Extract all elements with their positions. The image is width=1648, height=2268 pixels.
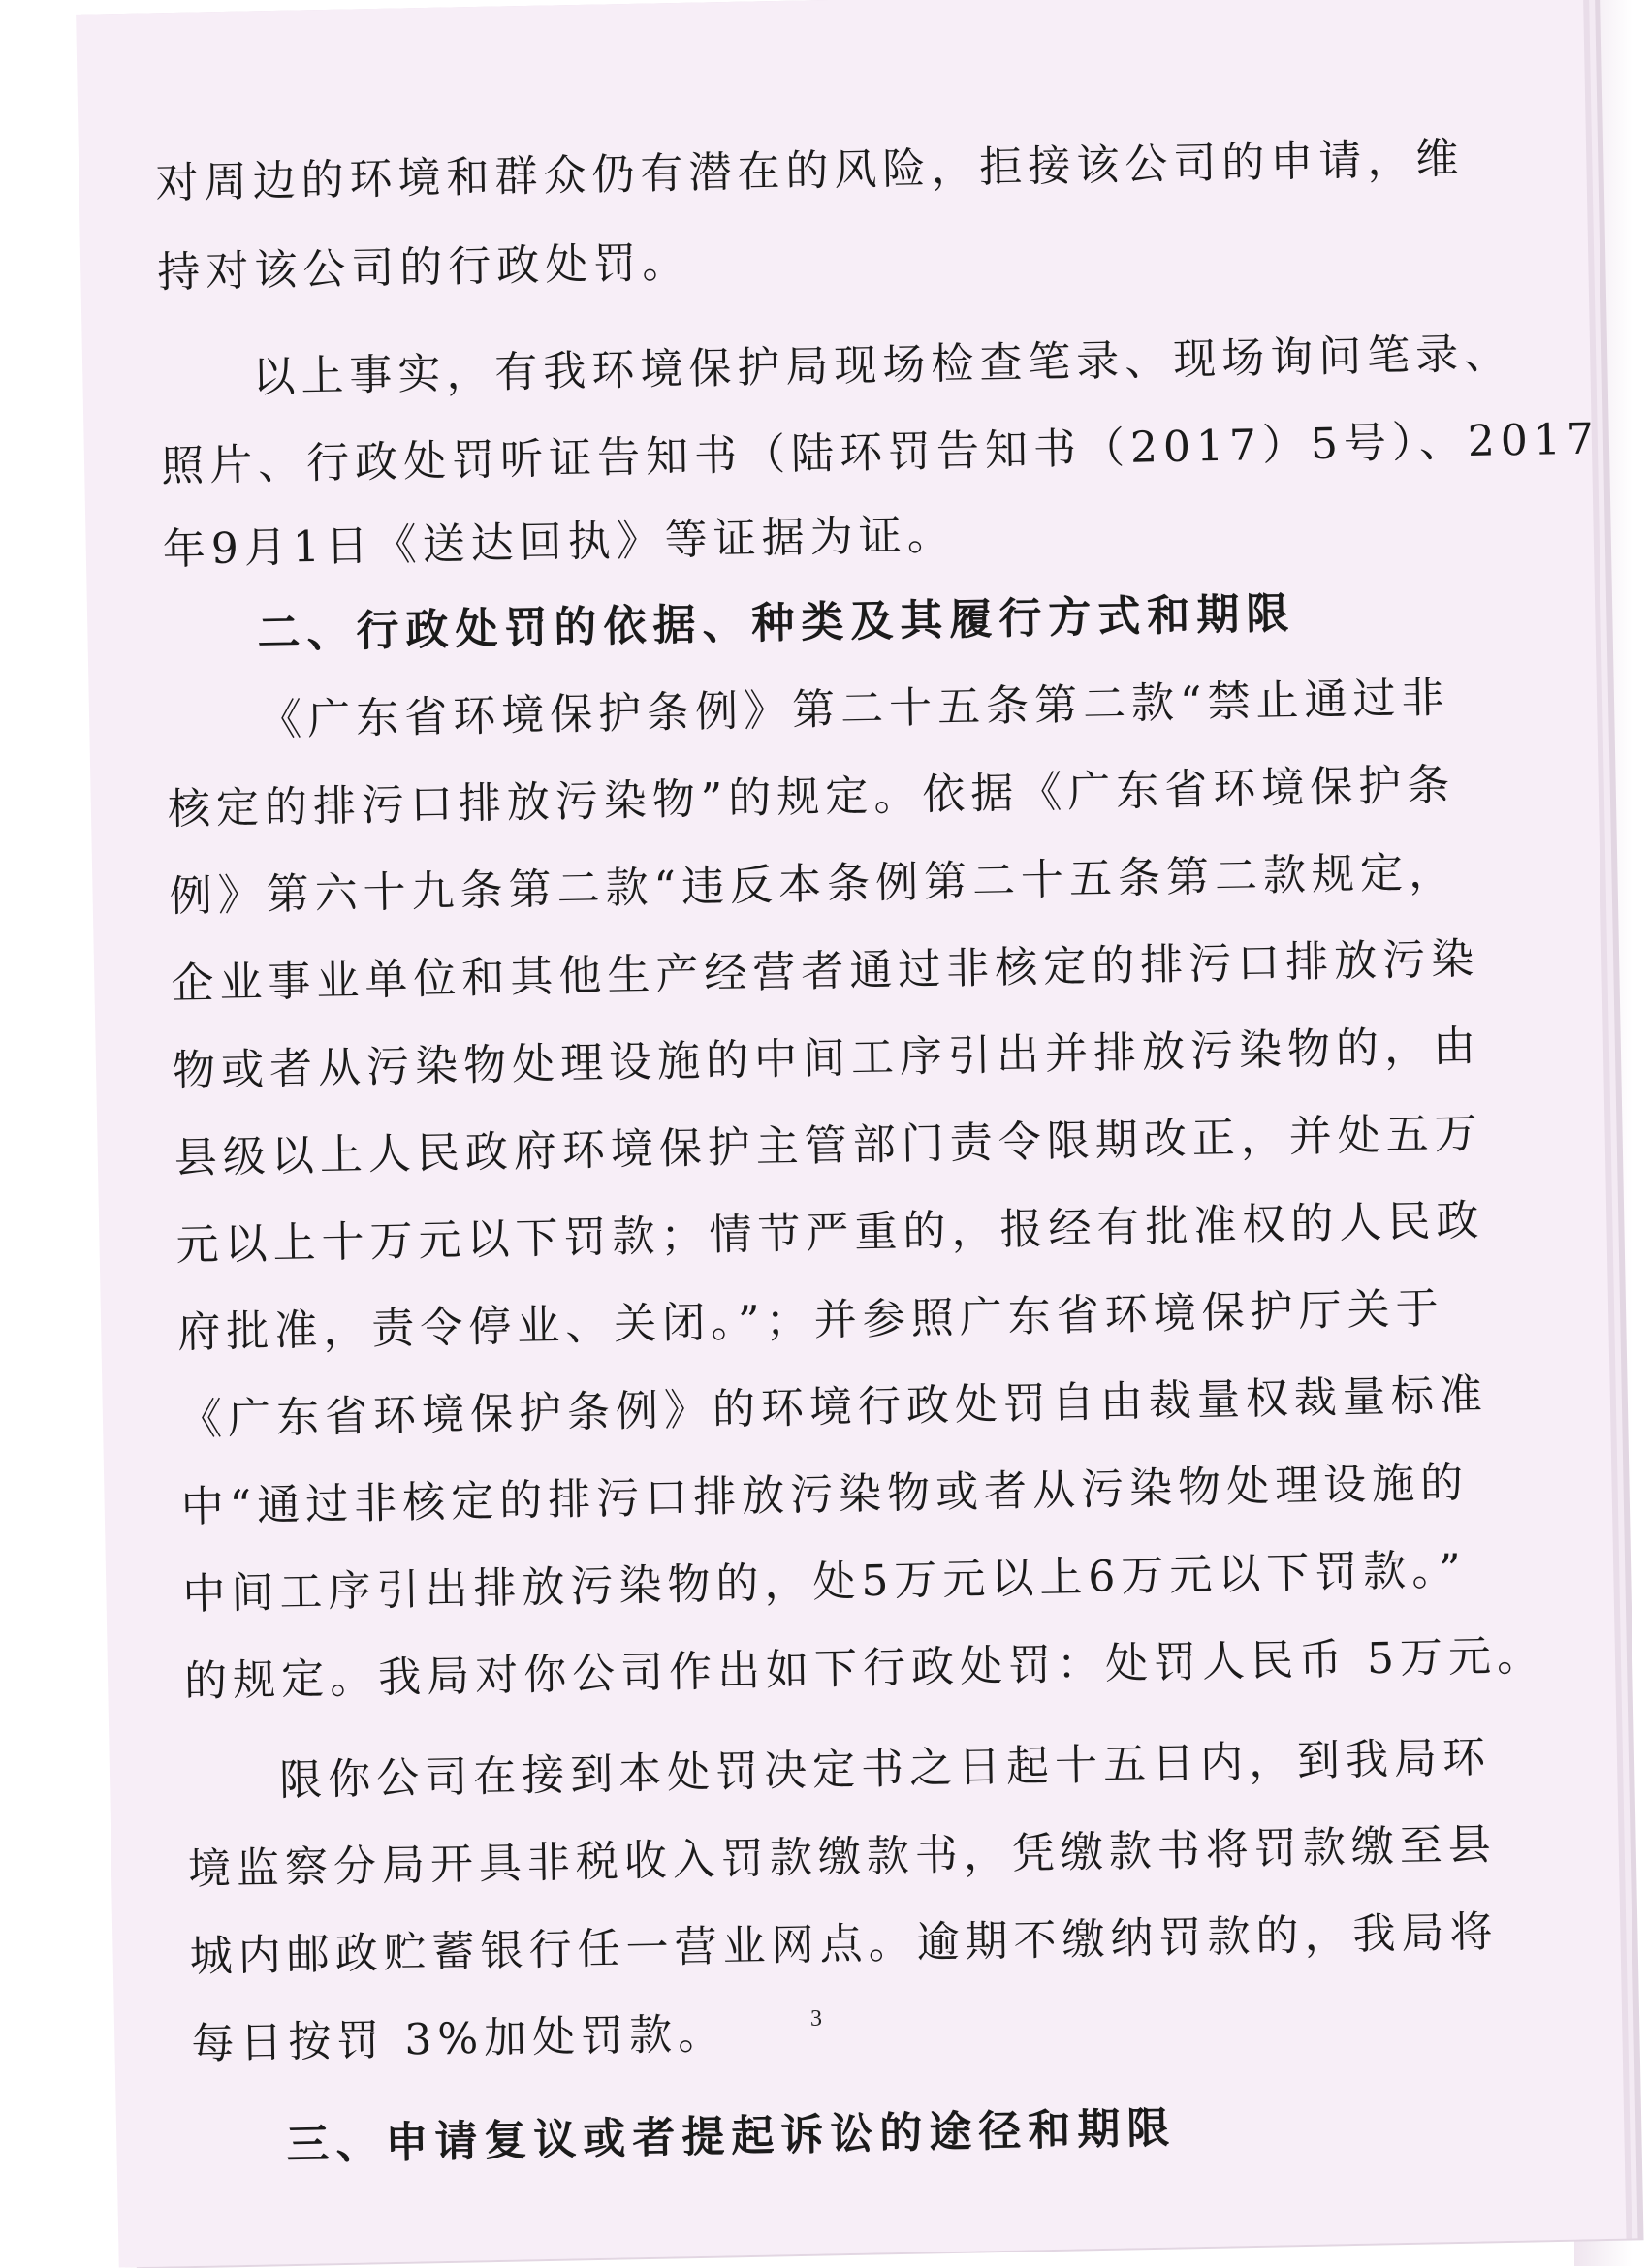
body-line: 的规定。我局对你公司作出如下行政处罚：处罚人民币 5万元。 [183, 1630, 1546, 1707]
body-line: 限你公司在接到本处罚决定书之日起十五日内，到我局环 [278, 1732, 1492, 1806]
section-heading-3: 三、申请复议或者提起诉讼的途径和期限 [285, 2103, 1177, 2170]
body-line: 例》第六十九条第二款“违反本条例第二十五条第二款规定， [169, 847, 1458, 922]
body-line: 物或者从污染物处理设施的中间工序引出并排放污染物的，由 [172, 1021, 1482, 1096]
body-line: 每日按罚 3%加处罚款。 [190, 2009, 727, 2069]
body-line: 对周边的环境和群众仍有潜在的风险，拒接该公司的申请，维 [155, 134, 1465, 208]
body-line: 元以上十万元以下罚款；情节严重的，报经有批准权的人民政 [175, 1195, 1485, 1271]
body-line: 中“通过非核定的排污口排放污染物或者从污染物处理设施的 [180, 1458, 1470, 1532]
body-line: 城内邮政贮蓄银行任一营业网点。逾期不缴纳罚款的，我局将 [189, 1906, 1499, 1982]
body-line: 核定的排污口排放污染物”的规定。依据《广东省环境保护条 [167, 760, 1456, 835]
body-line: 《广东省环境保护条例》的环境行政处罚自由裁量权裁量标准 [178, 1370, 1489, 1445]
body-line: 县级以上人民政府环境保护主管部门责令限期改正，并处五万 [174, 1108, 1484, 1183]
body-line: 府批准，责令停业、关闭。”；并参照广东省环境保护厅关于 [176, 1283, 1445, 1358]
body-line: 年9月1日《送达回执》等证据为证。 [162, 510, 957, 575]
section-heading-2: 二、行政处罚的依据、种类及其履行方式和期限 [257, 588, 1296, 659]
body-line: 以上事实，有我环境保护局现场检查笔录、现场询问笔录、 [251, 329, 1513, 403]
body-line: 照片、行政处罚听证告知书（陆环罚告知书（2017）5号）、2017 [160, 414, 1600, 491]
body-line: 境监察分局开具非税收入罚款缴款书，凭缴款书将罚款缴至县 [187, 1819, 1498, 1895]
body-line: 《广东省环境保护条例》第二十五条第二款“禁止通过非 [258, 673, 1450, 746]
body-line: 持对该公司的行政处罚。 [156, 237, 691, 298]
body-line: 中间工序引出排放污染物的，处5万元以上6万元以下罚款。” [182, 1545, 1468, 1620]
page-number: 3 [810, 2006, 822, 2032]
body-line: 企业事业单位和其他生产经营者通过非核定的排污口排放污染 [170, 933, 1480, 1009]
